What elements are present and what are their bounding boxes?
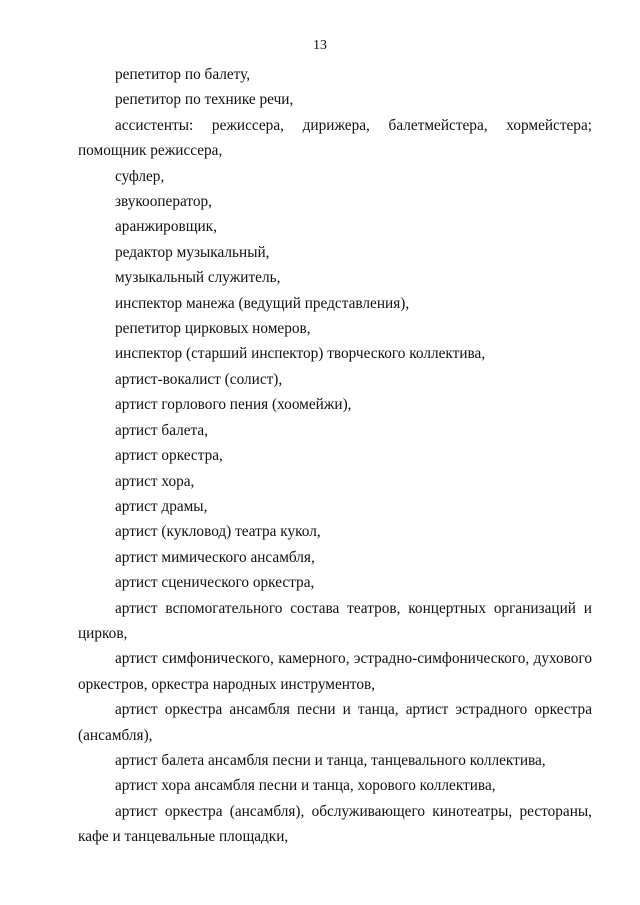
list-item: артист балета ансамбля песни и танца, танцевального коллектива, [115, 751, 546, 769]
list-item: инспектор (старший инспектор) творческого коллектива, [115, 345, 486, 363]
list-item-first-line: артист вспомогательного состава театров, концертных организаций и [115, 599, 592, 617]
list-item-continuation: помощник режиссера, [78, 142, 223, 160]
page-number: 13 [313, 38, 327, 53]
list-item-first-line: ассистенты: режиссера, дирижера, балетмейстера, хормейстера; [115, 116, 592, 134]
list-item-continuation: цирков, [78, 624, 128, 642]
list-item-continuation: кафе и танцевальные площадки, [78, 828, 289, 846]
list-item [78, 646, 592, 697]
list-item: редактор музыкальный, [115, 243, 270, 261]
list-item-first-line: артист оркестра ансамбля песни и танца, артист эстрадного оркестра [115, 701, 592, 719]
list-item [78, 596, 592, 647]
document-body [78, 62, 592, 850]
list-item: артист оркестра, [115, 447, 223, 465]
list-item-continuation: (ансамбля), [78, 726, 153, 744]
list-item [78, 697, 592, 748]
list-item: суфлер, [115, 167, 165, 185]
list-item: звукооператор, [115, 193, 212, 211]
list-item: артист сценического оркестра, [115, 574, 315, 592]
list-item: артист драмы, [115, 497, 208, 515]
list-item: артист горлового пения (хоомейжи), [115, 396, 352, 414]
list-item: репетитор по технике речи, [115, 91, 294, 109]
list-item: репетитор по балету, [115, 66, 251, 83]
list-item: аранжировщик, [115, 218, 217, 236]
list-item: артист хора, [115, 472, 195, 490]
list-item: инспектор манежа (ведущий представления), [115, 294, 410, 312]
list-item: артист хора ансамбля песни и танца, хорового коллектива, [115, 777, 496, 795]
list-item [78, 799, 592, 850]
list-item: артист-вокалист (солист), [115, 370, 283, 388]
list-item: музыкальный служитель, [115, 269, 281, 287]
list-item: репетитор цирковых номеров, [115, 320, 311, 338]
list-item: артист мимического ансамбля, [115, 548, 315, 566]
list-item-first-line: артист оркестра (ансамбля), обслуживающего кинотеатры, рестораны, [115, 802, 592, 820]
list-item: артист балета, [115, 421, 209, 439]
list-item [78, 113, 592, 164]
list-item-first-line: артист симфонического, камерного, эстрадно-симфонического, духового [115, 650, 592, 668]
list-item: артист (кукловод) театра кукол, [115, 523, 321, 541]
list-item-continuation: оркестров, оркестра народных инструментов, [78, 675, 376, 693]
